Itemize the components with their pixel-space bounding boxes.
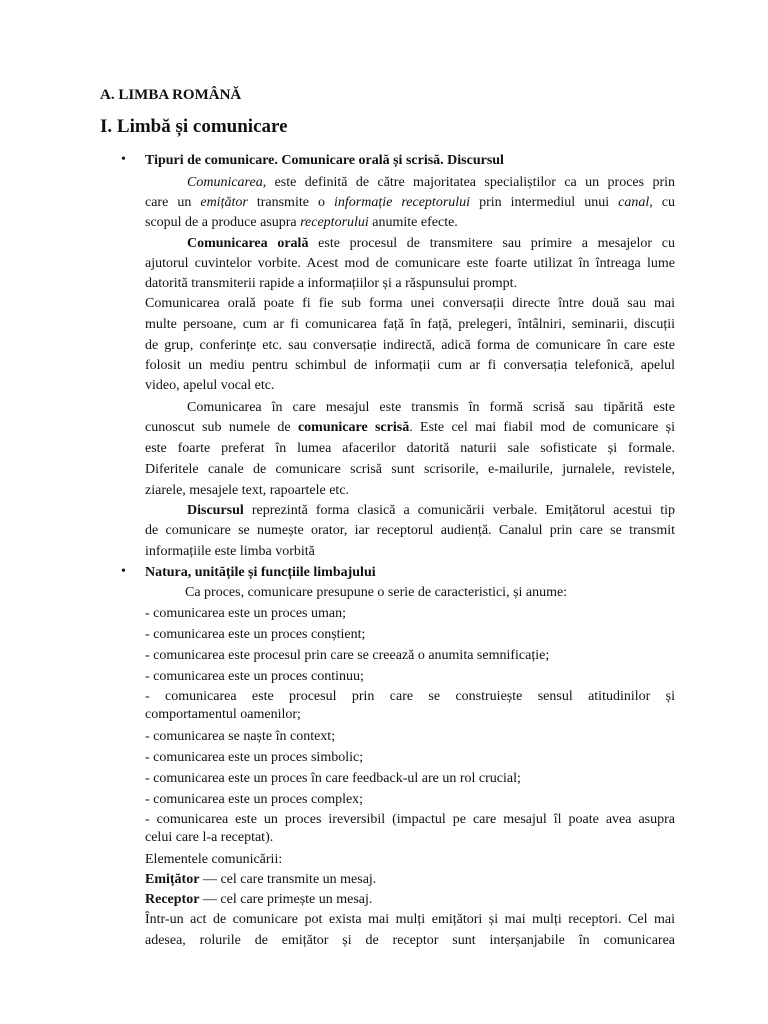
p1-text: scopul de a produce asupra: [145, 215, 301, 230]
chapter-title: I. Limbă și comunicare: [100, 116, 288, 137]
list-item: comportamentul oamenilor;: [145, 707, 301, 722]
p5-line3: informațiile este limba vorbită: [145, 544, 315, 559]
p5-line2: de comunicare se numește orator, iar receptorul audiență. Canalul prin care se transmit: [145, 523, 675, 538]
p3-line3: de grup, conferințe etc. sau conversație indirectă, adică forma de comunicare în care este: [145, 338, 675, 353]
p4-line2: [145, 418, 675, 438]
p1-emitator: emițător: [200, 195, 248, 210]
emitator-definition: [145, 870, 675, 890]
b2-intro: Ca proces, comunicare presupune o serie de caracteristici, și anume:: [185, 585, 568, 600]
final-line2: adesea, rolurile de emițător și de receptor sunt interșanjabile în comunicarea: [145, 933, 675, 948]
p4-text: . Este cel mai fiabil mod de comunicare și: [409, 420, 675, 435]
list-item: - comunicarea este procesul prin care se creează o anumita semnificație;: [145, 648, 550, 663]
p1-text: , este definită de către majoritatea specialiștilor ca un proces prin: [262, 175, 675, 190]
p1-text: care un: [145, 195, 201, 210]
bullet2-heading: Natura, unitățile și funcțiile limbajului: [145, 565, 376, 580]
list-item: - comunicarea este un proces simbolic;: [145, 750, 364, 765]
emitator-term: Emițător: [145, 872, 200, 887]
bullet-dot-icon: •: [121, 564, 126, 579]
p2-line1: [145, 234, 675, 254]
bullet1-heading: Tipuri de comunicare. Comunicare orală și scrisă. Discursul: [145, 153, 504, 168]
p1-term: Comunicarea: [187, 175, 263, 190]
p1-text: transmite o: [247, 195, 334, 210]
p1-canal: canal: [618, 195, 650, 210]
p5-line1: [145, 501, 675, 521]
p1-line2: [145, 193, 675, 213]
p3-line4: folosit un mediu pentru schimbul de informații cum ar fi conversația telefonică, apelul: [145, 358, 675, 373]
list-item: - comunicarea este un proces continuu;: [145, 669, 364, 684]
p2-term: Comunicarea orală: [187, 236, 309, 251]
section-label: A. LIMBA ROMÂNĂ: [100, 87, 242, 103]
p1-line1: [145, 173, 675, 193]
p4-text: cunoscut sub numele de: [145, 420, 298, 435]
list-item: - comunicarea este un proces în care feedback-ul are un rol crucial;: [145, 771, 521, 786]
receptor-definition: [145, 890, 675, 910]
list-item: - comunicarea este procesul prin care se construiește sensul atitudinilor și: [145, 689, 675, 704]
p1-receptorului: receptorului: [300, 215, 369, 230]
p4-term: comunicare scrisă: [297, 420, 410, 435]
p2-text: este procesul de transmitere sau primire a mesajelor cu: [308, 236, 675, 251]
receptor-term: Receptor: [145, 892, 200, 907]
p1-text: prin intermediul unui: [470, 195, 619, 210]
p3-line2: multe persoane, cum ar fi comunicarea față în față, prelegeri, întâlniri, seminarii, discuții: [145, 317, 675, 332]
final-line1: Într-un act de comunicare pot exista mai mulți emițători și mai mulți receptori. Cel mai: [145, 912, 675, 927]
p4-line3: este foarte preferat în lumea afacerilor datorită naturii sale sofisticate și formale.: [145, 441, 675, 456]
list-item: - comunicarea este un proces uman;: [145, 606, 346, 621]
list-item: - comunicarea este un proces conștient;: [145, 627, 366, 642]
p2-line3: datorită transmiterii rapide a informațiilor și a răspunsului prompt.: [145, 276, 518, 291]
p5-text: reprezintă forma clasică a comunicării verbale. Emițătorul acestui tip: [243, 503, 675, 518]
list-item: - comunicarea este un proces complex;: [145, 792, 364, 807]
p2-line2: ajutorul cuvintelor vorbite. Acest mod de comunicare este foarte utilizat în întreaga lume: [145, 256, 675, 271]
emitator-def: — cel care transmite un mesaj.: [199, 872, 377, 887]
p4-line4: Diferitele canale de comunicare scrisă sunt scrisorile, e-mailurile, jurnalele, revistele,: [145, 462, 675, 477]
p3-line1: Comunicarea orală poate fi fie sub forma unei conversații directe între două sau mai: [145, 296, 675, 311]
list-item: - comunicarea se naște în context;: [145, 729, 336, 744]
p1-text: , cu: [649, 195, 675, 210]
receptor-def: — cel care primește un mesaj.: [199, 892, 373, 907]
p1-line3: [145, 213, 675, 233]
p1-text: anumite efecte.: [368, 215, 458, 230]
list-item: celui care l-a receptat).: [145, 830, 274, 845]
p4-line5: ziarele, mesajele text, rapoartele etc.: [145, 483, 350, 498]
list-item: - comunicarea este un proces ireversibil (impactul pe care mesajul îl poate avea asupra: [145, 812, 675, 827]
p4-line1: Comunicarea în care mesajul este transmis în formă scrisă sau tipărită este: [187, 400, 675, 415]
p3-line5: video, apelul vocal etc.: [145, 378, 275, 393]
p5-term: Discursul: [187, 503, 244, 518]
p1-informatie: informație receptorului: [334, 195, 471, 210]
bullet-dot-icon: •: [121, 152, 126, 167]
elements-title: Elementele comunicării:: [145, 852, 283, 867]
